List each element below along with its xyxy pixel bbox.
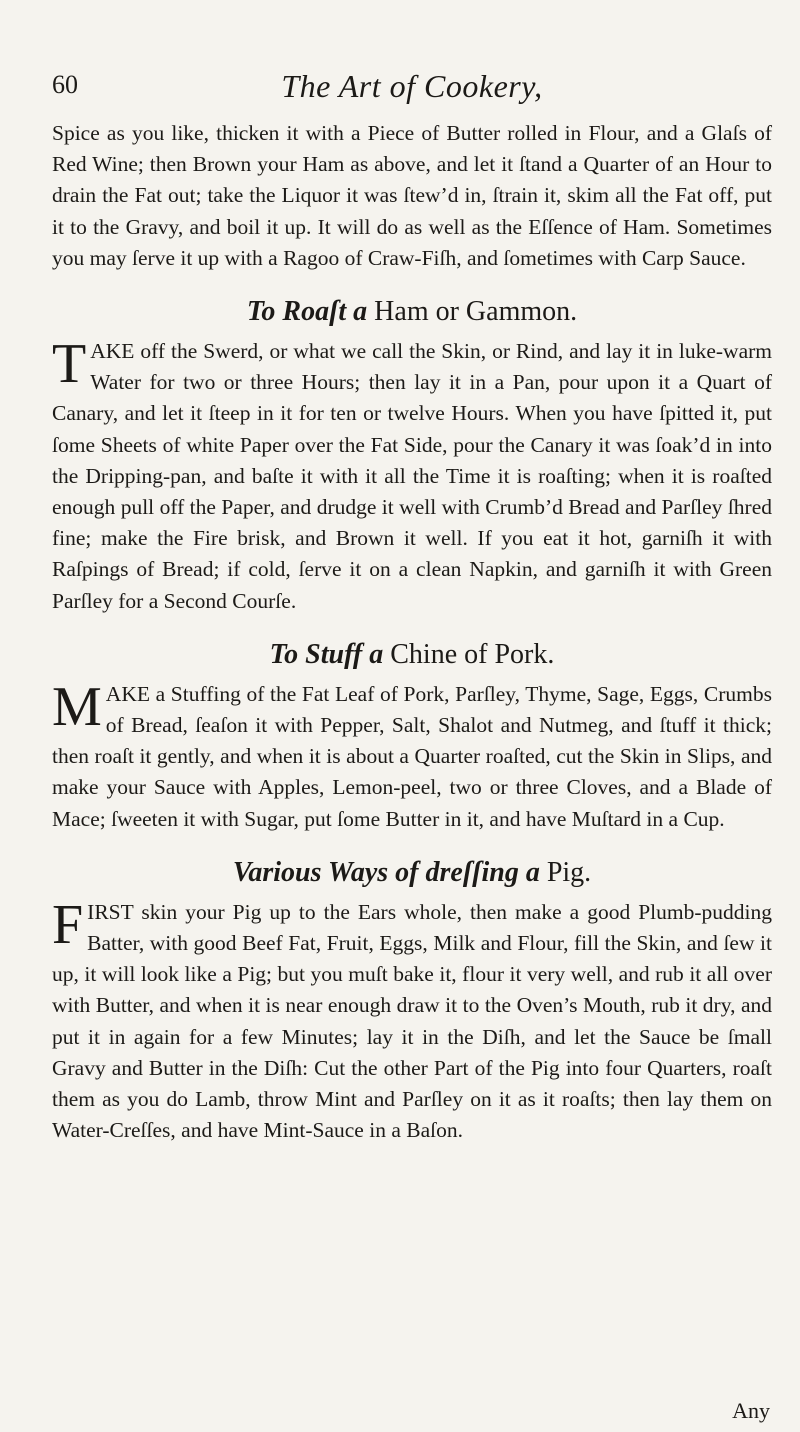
recipe-roast-ham	[52, 333, 772, 617]
recipe-dressing-a-pig	[52, 893, 772, 1147]
drop-cap: M	[52, 675, 102, 738]
drop-cap: F	[52, 893, 84, 956]
recipe-text: IRST skin your Pig up to the Ears whole, then make a good Plumb-pudding Batter, with good Beef Fat, Fruit, Eggs, Milk and Flour, fill the Skin, and ſew it up, it will look like a Pig; but you muſt bake it, flour it very well, and rub it all over with Butter, and when it is near enough draw it to the Oven’s Mouth, rub it dry, and put it in again for a few Minutes; lay it in the Diſh, and let the Sauce be ſmall Gravy and Butter in the Diſh: Cut the other Part of the Pig into four Quarters, roaſt them as you do Lamb, throw Mint and Parſley on it as it roaſts; then lay them on Water-Creſſes, and have Mint-Sauce in a Baſon.	[52, 899, 772, 1143]
section-title-roast-ham	[52, 294, 772, 330]
drop-cap: T	[52, 333, 87, 396]
recipe-text: AKE a Stuffing of the Fat Leaf of Pork, Parſley, Thyme, Sage, Eggs, Crumbs of Bread, ſeaſon it with Pepper, Salt, Shalot and Nutmeg, and ſtuff it thick; then roaſt it gently, and when it is about a Quarter roaſted, cut the Skin in Slips, and make your Sauce with Apples, Lemon-peel, two or three Cloves, and a Blade of Mace; ſweeten it with Sugar, put ſome Butter in it, and have Muſtard in a Cup.	[52, 681, 772, 831]
section-title-dressing-a-pig	[52, 855, 772, 891]
page-header	[52, 70, 772, 110]
section-title-roman: Pig.	[546, 856, 592, 888]
page-body	[52, 118, 772, 1146]
section-title-italic: Various Ways of dreſſing a	[232, 856, 540, 888]
recipe-chine-of-pork	[52, 675, 772, 835]
running-title: The Art of Cookery,	[281, 68, 543, 104]
section-title-roman: Ham or Gammon.	[374, 296, 578, 328]
section-title-italic: To Stuff a	[269, 638, 384, 670]
intro-paragraph: Spice as you like, thicken it with a Piece of Butter rolled in Flour, and a Glaſs of Red Wine; then Brown your Ham as above, and let it ſtand a Quarter of an Hour to drain the Fat out; take the Liquor it was ſtew’d in, ſtrain it, skim all the Fat off, put it to the Gravy, and boil it up. It will do as well as the Eſſence of Ham. Sometimes you may ſerve it up with a Ragoo of Craw-Fiſh, and ſometimes with Carp Sauce.	[52, 121, 772, 270]
page-number: 60	[52, 70, 78, 99]
section-title-chine-of-pork	[52, 637, 772, 673]
recipe-text: AKE off the Swerd, or what we call the Skin, or Rind, and lay it in luke-warm Water for two or three Hours; then lay it in a Pan, pour upon it a Quart of Canary, and let it ſteep in it for ten or twelve Hours. When you have ſpitted it, put ſome Sheets of white Paper over the Fat Side, pour the Canary it was ſoak’d in into the Dripping-pan, and baſte it with it all the Time it is roaſting; when it is roaſted enough pull off the Paper, and drudge it well with Crumb’d Bread and Parſley ſhred fine; make the Fire brisk, and Brown it well. If you eat it hot, garniſh it with Raſpings of Bread; if cold, ſerve it on a clean Napkin, and garniſh it with Green Parſley for a Second Courſe.	[52, 339, 772, 613]
section-title-roman: Chine of Pork.	[390, 638, 555, 670]
section-title-italic: To Roaſt a	[246, 296, 368, 328]
catchword: Any	[732, 1398, 770, 1423]
